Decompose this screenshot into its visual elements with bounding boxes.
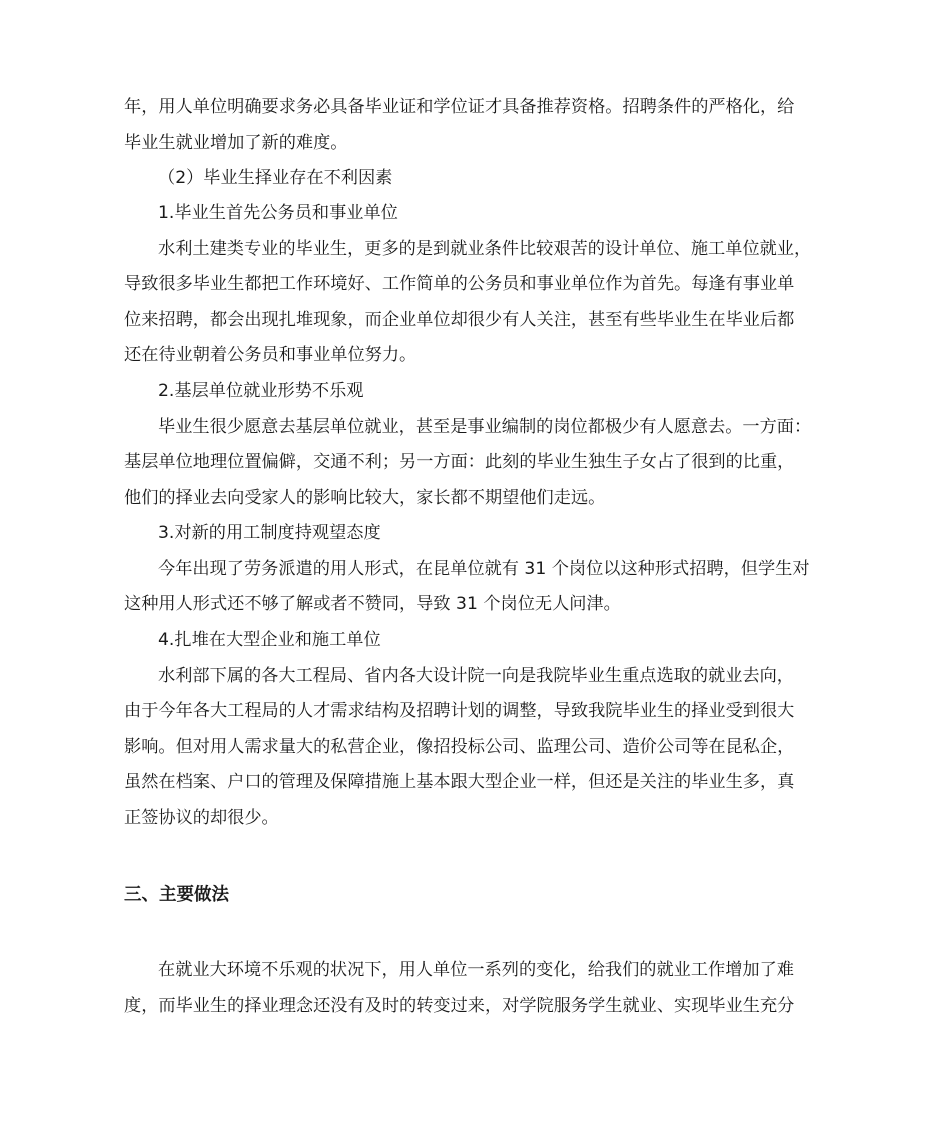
- text-line: 在就业大环境不乐观的状况下，用人单位一系列的变化，给我们的就业工作增加了难: [158, 960, 794, 980]
- text-line: 虽然在档案、户口的管理及保障措施上基本跟大型企业一样，但还是关注的毕业生多，真: [124, 772, 795, 792]
- item-3: [124, 516, 836, 623]
- item-2: [124, 374, 836, 516]
- item-4: [124, 623, 836, 836]
- section-3-body: [124, 953, 836, 1024]
- text-line: 还在待业朝着公务员和事业单位努力。: [124, 345, 417, 365]
- text-line: 这种用人形式还不够了解或者不赞同，导致 31 个岗位无人问津。: [124, 594, 621, 614]
- subheading-unfavorable-factors: [124, 161, 836, 197]
- text-line: 基层单位地理位置偏僻，交通不利；另一方面：此刻的毕业生独生子女占了很到的比重，: [124, 452, 795, 472]
- item-1: [124, 196, 836, 374]
- text-line: 位来招聘，都会出现扎堆现象，而企业单位却很少有人关注，甚至有些毕业生在毕业后都: [124, 309, 795, 330]
- item-title: 4.扎堆在大型企业和施工单位: [158, 630, 381, 650]
- text-line: 影响。但对用人需求量大的私营企业，像招投标公司、监理公司、造价公司等在昆私企，: [124, 736, 795, 757]
- text-line: 毕业生很少愿意去基层单位就业，甚至是事业编制的岗位都极少有人愿意去。一方面：: [158, 416, 812, 437]
- item-title: 3.对新的用工制度持观望态度: [158, 523, 381, 543]
- text-line: 今年出现了劳务派遣的用人形式，在昆单位就有 31 个岗位以这种形式招聘，但学生对: [158, 558, 810, 579]
- item-title: 2.基层单位就业形势不乐观: [158, 381, 364, 401]
- section-3-heading: [124, 878, 836, 914]
- paragraph-recruitment-conditions: [124, 90, 836, 161]
- subheading-text: （2）毕业生择业存在不利因素: [158, 168, 393, 188]
- text-line: 年，用人单位明确要求务必具备毕业证和学位证才具备推荐资格。招聘条件的严格化，给: [124, 97, 795, 117]
- text-line: 导致很多毕业生都把工作环境好、工作简单的公务员和事业单位作为首先。每逢有事业单: [124, 274, 795, 294]
- text-line: 水利部下属的各大工程局、省内各大设计院一向是我院毕业生重点选取的就业去向，: [158, 665, 794, 686]
- text-line: 毕业生就业增加了新的难度。: [124, 132, 348, 153]
- text-line: 由于今年各大工程局的人才需求结构及招聘计划的调整，导致我院毕业生的择业受到很大: [124, 701, 795, 721]
- text-line: 正签协议的却很少。: [124, 807, 279, 828]
- text-line: 水利土建类专业的毕业生，更多的是到就业条件比较艰苦的设计单位、施工单位就业，: [158, 238, 812, 259]
- item-title: 1.毕业生首先公务员和事业单位: [158, 203, 398, 223]
- text-line: 度，而毕业生的择业理念还没有及时的转变过来，对学院服务学生就业、实现毕业生充分: [124, 995, 795, 1016]
- text-line: 他们的择业去向受家人的影响比较大，家长都不期望他们走远。: [124, 487, 606, 508]
- section-title: 三、主要做法: [124, 885, 229, 905]
